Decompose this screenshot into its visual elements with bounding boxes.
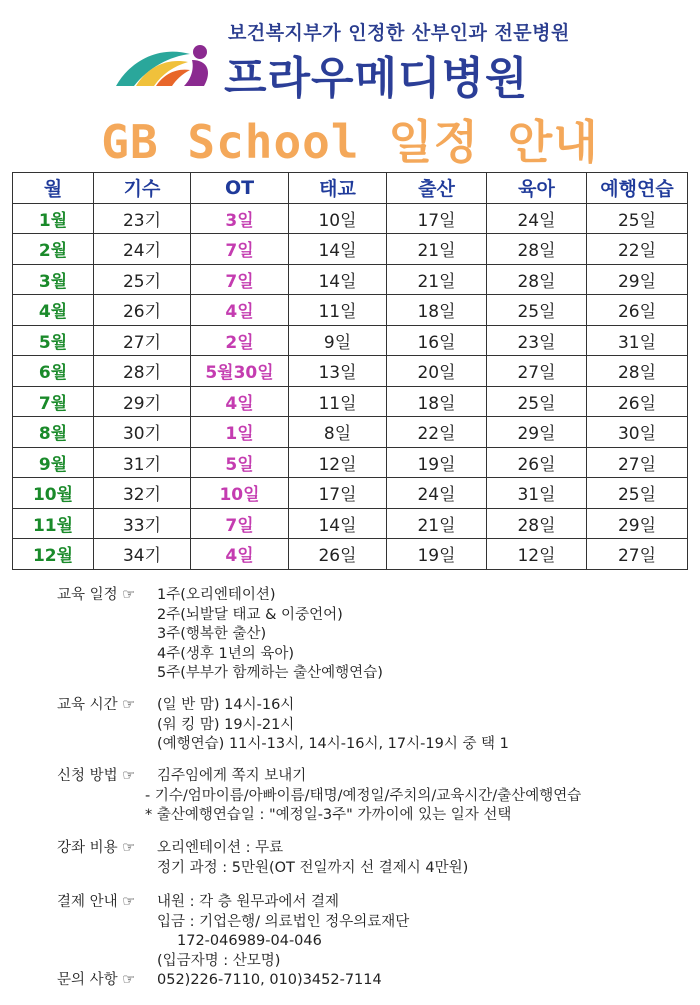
ot-cell: 3일 [191, 203, 289, 234]
schedule-table [12, 172, 688, 570]
parenting-cell: 29일 [487, 417, 587, 448]
prenatal-cell: 14일 [289, 264, 387, 295]
contact-phone: 052)226-7110, 010)3452-7114 [157, 972, 382, 988]
column-header: 출산 [387, 173, 487, 204]
parenting-cell: 25일 [487, 386, 587, 417]
parenting-cell: 28일 [487, 234, 587, 265]
rehearsal-cell: 31일 [587, 325, 688, 356]
parenting-cell: 28일 [487, 264, 587, 295]
payment-label: 결제 안내 ☞ [57, 894, 136, 910]
contact-label: 문의 사항 ☞ [57, 972, 136, 988]
education-schedule-line: 2주(뇌발달 태교 & 이중언어) [157, 606, 343, 623]
parenting-cell: 28일 [487, 508, 587, 539]
prenatal-cell: 26일 [289, 539, 387, 570]
column-header: 예행연습 [587, 173, 688, 204]
prenatal-cell: 9일 [289, 325, 387, 356]
hospital-logo-icon [112, 38, 220, 90]
birth-cell: 19일 [387, 447, 487, 478]
rehearsal-cell: 28일 [587, 356, 688, 387]
table-row [13, 539, 688, 570]
rehearsal-cell: 26일 [587, 295, 688, 326]
education-time-label: 교육 시간 ☞ [57, 697, 136, 713]
rehearsal-cell: 27일 [587, 447, 688, 478]
month-cell: 6월 [13, 356, 94, 387]
table-row [13, 234, 688, 265]
schedule-body [13, 203, 688, 569]
birth-cell: 19일 [387, 539, 487, 570]
month-cell: 8월 [13, 417, 94, 448]
ot-cell: 7일 [191, 508, 289, 539]
term-cell: 29기 [94, 386, 191, 417]
column-header: 육아 [487, 173, 587, 204]
term-cell: 27기 [94, 325, 191, 356]
header [0, 0, 700, 169]
ot-cell: 10일 [191, 478, 289, 509]
month-cell: 12월 [13, 539, 94, 570]
table-row [13, 386, 688, 417]
ot-cell: 5월30일 [191, 356, 289, 387]
rehearsal-cell: 29일 [587, 508, 688, 539]
parenting-cell: 24일 [487, 203, 587, 234]
birth-cell: 21일 [387, 508, 487, 539]
education-schedule-line: 4주(생후 1년의 육아) [157, 645, 295, 662]
ot-cell: 4일 [191, 295, 289, 326]
cost-label: 강좌 비용 ☞ [57, 840, 136, 856]
birth-cell: 21일 [387, 234, 487, 265]
prenatal-cell: 11일 [289, 386, 387, 417]
column-header: 태교 [289, 173, 387, 204]
month-cell: 5월 [13, 325, 94, 356]
birth-cell: 20일 [387, 356, 487, 387]
payment-line: 입금 : 기업은행/ 의료법인 정우의료재단 [157, 913, 410, 930]
tagline: 보건복지부가 인정한 산부인과 전문병원 [228, 22, 570, 44]
education-time-line: (일 반 맘) 14시-16시 [157, 697, 295, 713]
ot-cell: 5일 [191, 447, 289, 478]
prenatal-cell: 14일 [289, 508, 387, 539]
table-row [13, 478, 688, 509]
cost-line: 오리엔테이션 : 무료 [157, 840, 284, 856]
birth-cell: 18일 [387, 386, 487, 417]
column-header: 월 [13, 173, 94, 204]
education-time-line: (워 킹 맘) 19시-21시 [157, 716, 295, 733]
birth-cell: 22일 [387, 417, 487, 448]
term-cell: 25기 [94, 264, 191, 295]
parenting-cell: 25일 [487, 295, 587, 326]
ot-cell: 7일 [191, 234, 289, 265]
term-cell: 33기 [94, 508, 191, 539]
application-label: 신청 방법 ☞ [57, 768, 136, 784]
month-cell: 11월 [13, 508, 94, 539]
rehearsal-cell: 26일 [587, 386, 688, 417]
rehearsal-cell: 22일 [587, 234, 688, 265]
rehearsal-cell: 25일 [587, 203, 688, 234]
table-row [13, 356, 688, 387]
rehearsal-cell: 27일 [587, 539, 688, 570]
page-title: GB School 일정 안내 [101, 115, 599, 169]
birth-cell: 21일 [387, 264, 487, 295]
parenting-cell: 12일 [487, 539, 587, 570]
table-row [13, 295, 688, 326]
ot-cell: 7일 [191, 264, 289, 295]
payment-line: 내원 : 각 층 원무과에서 결제 [157, 894, 340, 910]
prenatal-cell: 17일 [289, 478, 387, 509]
birth-cell: 24일 [387, 478, 487, 509]
application-line: * 출산예행연습일 : "예정일-3주" 가까이에 있는 일자 선택 [145, 807, 512, 824]
table-row [13, 508, 688, 539]
prenatal-cell: 12일 [289, 447, 387, 478]
month-cell: 3월 [13, 264, 94, 295]
column-header: 기수 [94, 173, 191, 204]
term-cell: 24기 [94, 234, 191, 265]
prenatal-cell: 11일 [289, 295, 387, 326]
education-schedule-line: 3주(행복한 출산) [157, 626, 267, 643]
table-row [13, 203, 688, 234]
term-cell: 31기 [94, 447, 191, 478]
birth-cell: 18일 [387, 295, 487, 326]
birth-cell: 16일 [387, 325, 487, 356]
month-cell: 10월 [13, 478, 94, 509]
rehearsal-cell: 30일 [587, 417, 688, 448]
ot-cell: 1일 [191, 417, 289, 448]
month-cell: 2월 [13, 234, 94, 265]
education-schedule-line: 5주(부부가 함께하는 출산예행연습) [157, 665, 383, 682]
table-row [13, 447, 688, 478]
month-cell: 9월 [13, 447, 94, 478]
term-cell: 34기 [94, 539, 191, 570]
application-line: - 기수/엄마이름/아빠이름/태명/예정일/주치의/교육시간/출산예행연습 [145, 787, 582, 804]
birth-cell: 17일 [387, 203, 487, 234]
prenatal-cell: 14일 [289, 234, 387, 265]
account-number: 172-046989-04-046 [177, 933, 322, 950]
education-schedule-label: 교육 일정 ☞ [57, 587, 136, 603]
ot-cell: 2일 [191, 325, 289, 356]
cost-line: 정기 과정 : 5만원(OT 전일까지 선 결제시 4만원) [157, 859, 469, 876]
parenting-cell: 23일 [487, 325, 587, 356]
month-cell: 1월 [13, 203, 94, 234]
education-schedule-line: 1주(오리엔테이션) [157, 587, 276, 603]
month-cell: 4월 [13, 295, 94, 326]
application-line: 김주임에게 쪽지 보내기 [157, 768, 307, 784]
ot-cell: 4일 [191, 539, 289, 570]
term-cell: 23기 [94, 203, 191, 234]
prenatal-cell: 13일 [289, 356, 387, 387]
table-row [13, 417, 688, 448]
column-header: OT [191, 173, 289, 204]
parenting-cell: 26일 [487, 447, 587, 478]
rehearsal-cell: 25일 [587, 478, 688, 509]
rehearsal-cell: 29일 [587, 264, 688, 295]
payment-line: (입금자명 : 산모명) [157, 952, 281, 969]
prenatal-cell: 10일 [289, 203, 387, 234]
term-cell: 28기 [94, 356, 191, 387]
table-row [13, 264, 688, 295]
parenting-cell: 31일 [487, 478, 587, 509]
table-row [13, 325, 688, 356]
term-cell: 26기 [94, 295, 191, 326]
term-cell: 30기 [94, 417, 191, 448]
parenting-cell: 27일 [487, 356, 587, 387]
table-header-row [13, 173, 688, 204]
hospital-name: 프라우메디병원 [224, 53, 529, 104]
month-cell: 7월 [13, 386, 94, 417]
term-cell: 32기 [94, 478, 191, 509]
prenatal-cell: 8일 [289, 417, 387, 448]
ot-cell: 4일 [191, 386, 289, 417]
education-time-line: (예행연습) 11시-13시, 14시-16시, 17시-19시 중 택 1 [157, 736, 509, 753]
